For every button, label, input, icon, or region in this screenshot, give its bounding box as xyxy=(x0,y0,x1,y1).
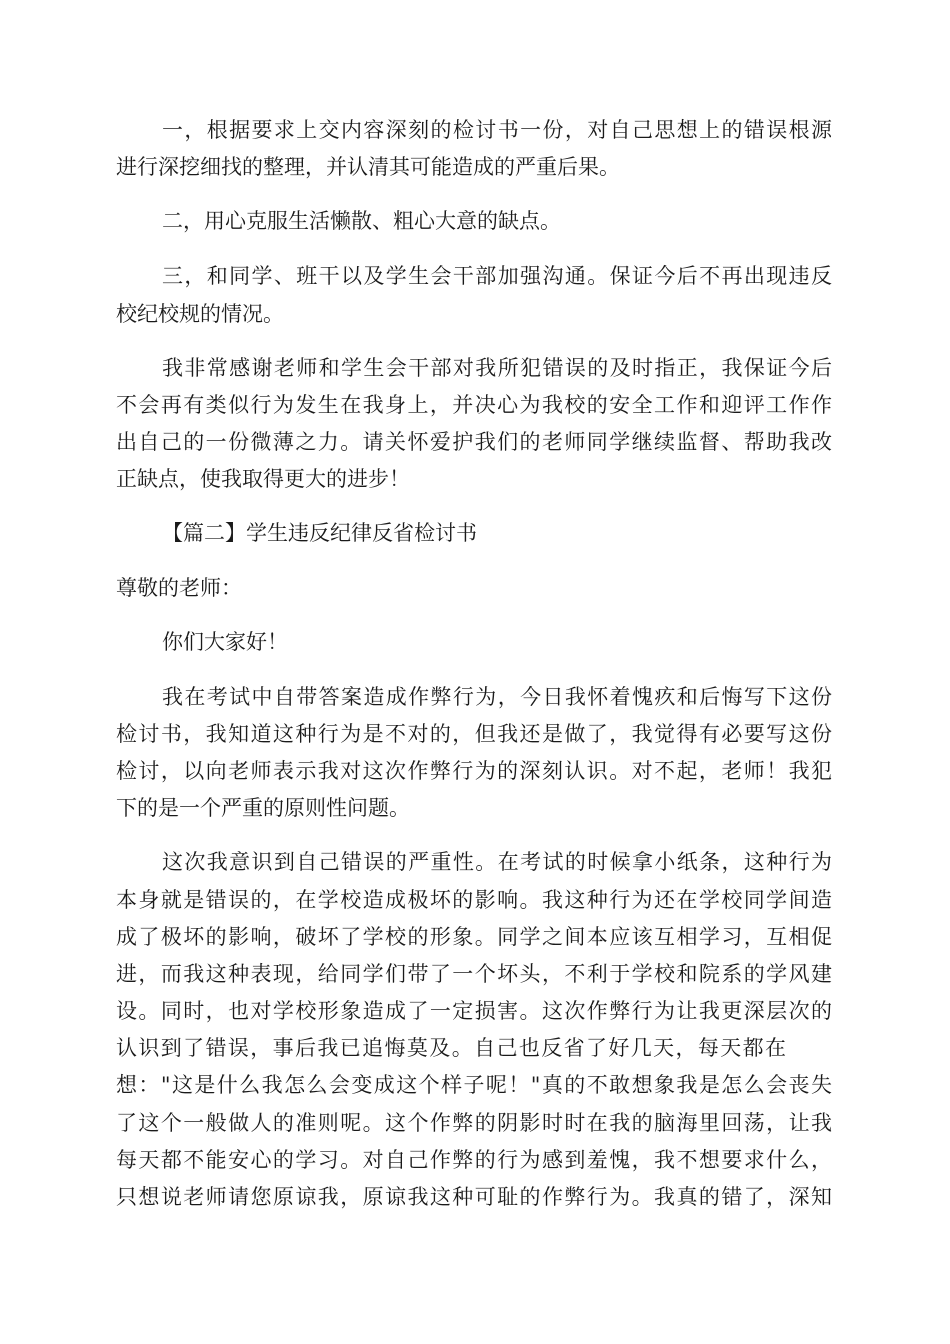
text-line: 了这个一般做人的准则呢。这个作弊的阴影时时在我的脑海里回荡，让我 xyxy=(116,1111,832,1135)
text-line: 不会再有类似行为发生在我身上，并决心为我校的安全工作和迎评工作作 xyxy=(116,393,832,417)
section-heading: 【篇二】学生违反纪律反省检讨书 xyxy=(162,521,477,545)
text-line: 二，用心克服生活懒散、粗心大意的缺点。 xyxy=(162,209,561,233)
text-line: 检讨，以向老师表示我对这次作弊行为的深刻认识。对不起，老师！我犯 xyxy=(116,759,832,783)
text-line: 每天都不能安心的学习。对自己作弊的行为感到羞愧，我不想要求什么， xyxy=(116,1148,832,1172)
text-line: 一，根据要求上交内容深刻的检讨书一份，对自己思想上的错误根源 xyxy=(162,118,832,142)
text-line: 正缺点，使我取得更大的进步！ xyxy=(116,467,410,491)
text-line: 只想说老师请您原谅我，原谅我这种可耻的作弊行为。我真的错了，深知 xyxy=(116,1185,832,1209)
greeting: 你们大家好！ xyxy=(162,630,288,654)
text-line: 检讨书，我知道这种行为是不对的，但我还是做了，我觉得有必要写这份 xyxy=(116,722,832,746)
text-line: 进，而我这种表现，给同学们带了一个坏头，不利于学校和院系的学风建 xyxy=(116,962,832,986)
text-line: 本身就是错误的，在学校造成极坏的影响。我这种行为还在学校同学间造 xyxy=(116,888,832,912)
salutation: 尊敬的老师： xyxy=(116,576,242,600)
text-line: 成了极坏的影响，破坏了学校的形象。同学之间本应该互相学习，互相促 xyxy=(116,925,832,949)
text-line: 出自己的一份微薄之力。请关怀爱护我们的老师同学继续监督、帮助我改 xyxy=(116,430,832,454)
text-line: 三，和同学、班干以及学生会干部加强沟通。保证今后不再出现违反 xyxy=(162,264,832,288)
text-line: 想："这是什么我怎么会变成这个样子呢！"真的不敢想象我是怎么会丧失 xyxy=(116,1073,832,1097)
text-line: 认识到了错误，事后我已追悔莫及。自己也反省了好几天，每天都在 xyxy=(116,1036,786,1060)
text-line: 设。同时，也对学校形象造成了一定损害。这次作弊行为让我更深层次的 xyxy=(116,999,832,1023)
text-line: 这次我意识到自己错误的严重性。在考试的时候拿小纸条，这种行为 xyxy=(162,850,832,874)
text-line: 下的是一个严重的原则性问题。 xyxy=(116,796,410,820)
text-line: 校纪校规的情况。 xyxy=(116,302,284,326)
text-line: 我在考试中自带答案造成作弊行为，今日我怀着愧疚和后悔写下这份 xyxy=(162,685,832,709)
text-line: 我非常感谢老师和学生会干部对我所犯错误的及时指正，我保证今后 xyxy=(162,356,832,380)
text-line: 进行深挖细找的整理，并认清其可能造成的严重后果。 xyxy=(116,155,620,179)
